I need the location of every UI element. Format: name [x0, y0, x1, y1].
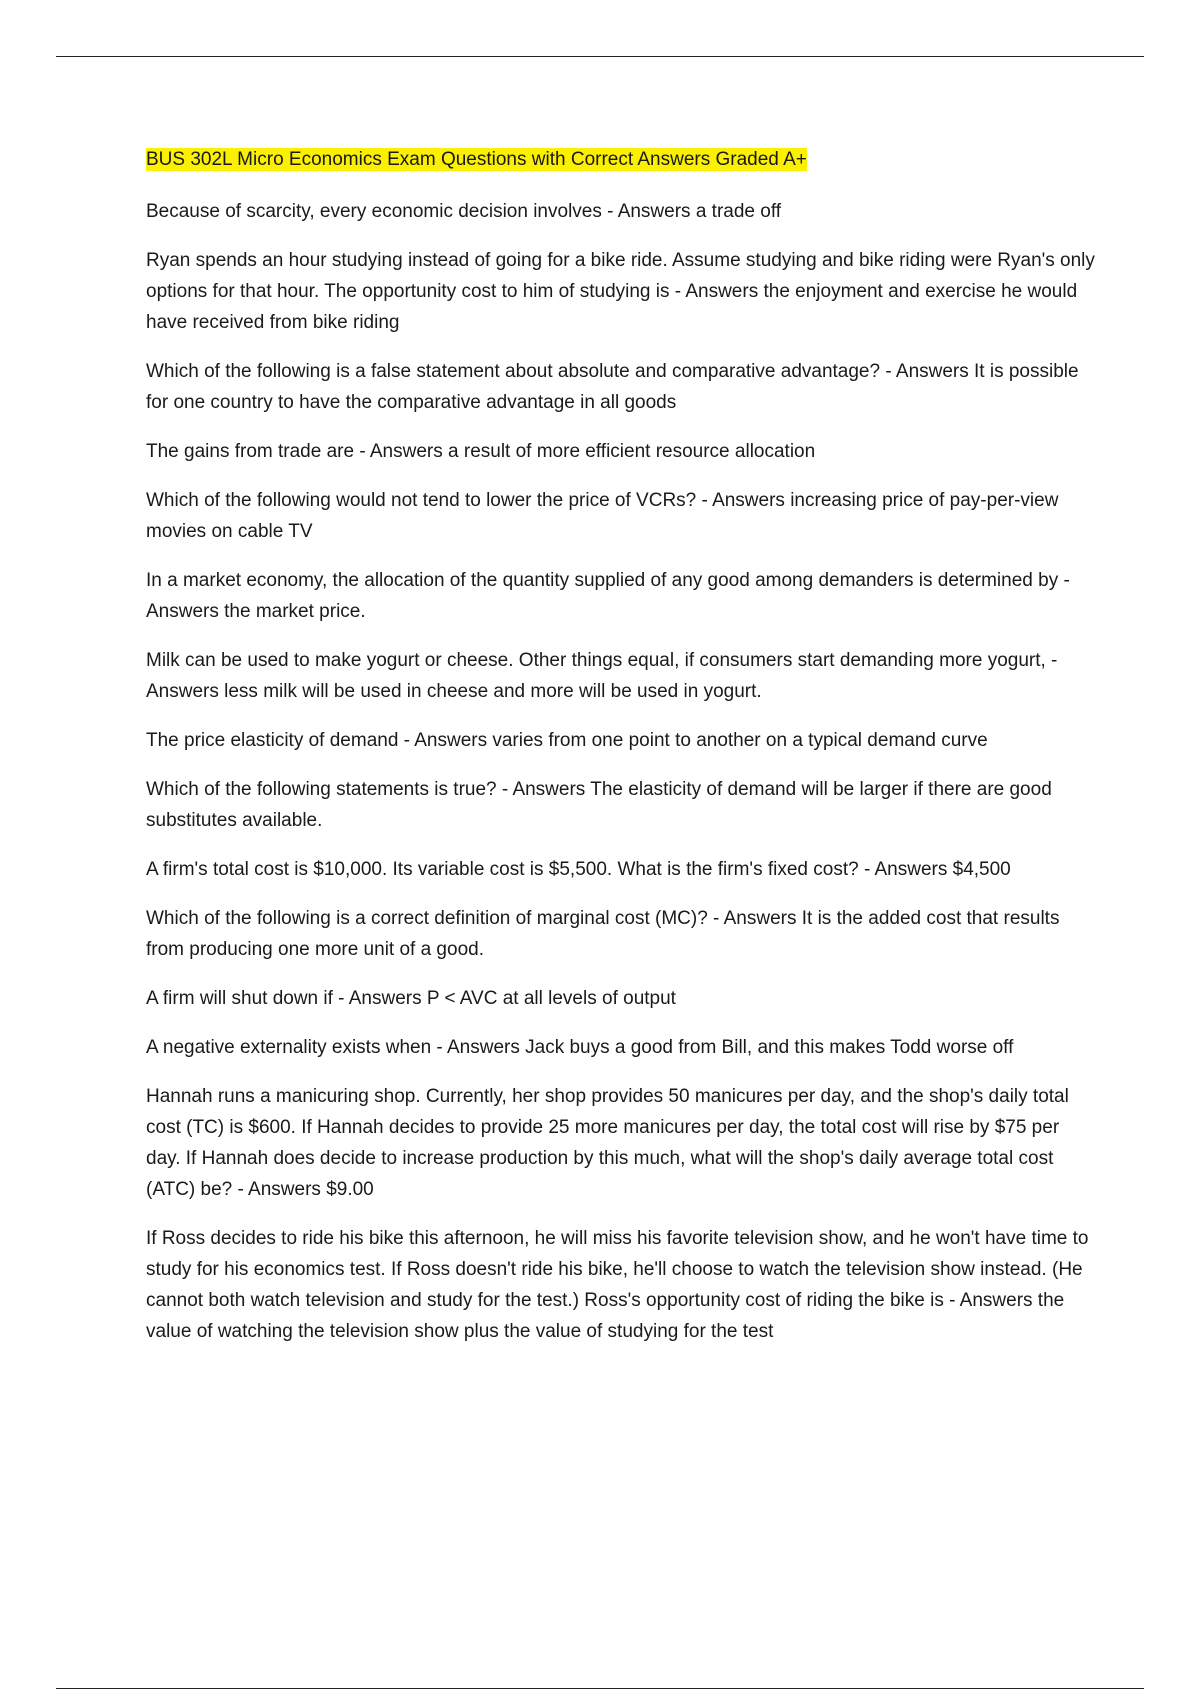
qa-item-1: Because of scarcity, every economic decision involves - Answers a trade off: [146, 201, 782, 222]
qa-item-12: A firm will shut down if - Answers P < AVC at all levels of output: [146, 988, 676, 1009]
qa-item-8: The price elasticity of demand - Answers varies from one point to another on a typical demand curve: [146, 730, 988, 751]
qa-item-10: A firm's total cost is $10,000. Its variable cost is $5,500. What is the firm's fixed cost? - Answers $4,500: [146, 859, 1011, 880]
qa-item-2: Ryan spends an hour studying instead of going for a bike ride. Assume studying and bike riding were Ryan's only options for that hour. The opportunity cost to him of studying is - Answers the enjoyment and exercise he would have received from bike riding: [146, 250, 1095, 333]
qa-item-13: A negative externality exists when - Answers Jack buys a good from Bill, and this makes Todd worse off: [146, 1037, 1014, 1058]
qa-item-15: If Ross decides to ride his bike this afternoon, he will miss his favorite television show, and he won't have time to study for his economics test. If Ross doesn't ride his bike, he'll choose to watch the television show instead. (He cannot both watch television and study for the test.) Ross's opportunity cost of riding the bike is - Answers the value of watching the television show plus the value of studying for the test: [146, 1228, 1089, 1342]
header-rule: [56, 56, 1144, 57]
qa-item-6: In a market economy, the allocation of the quantity supplied of any good among demanders is determined by - Answers the market price.: [146, 570, 1070, 622]
document-title-highlight: BUS 302L Micro Economics Exam Questions with Correct Answers Graded A+: [146, 149, 807, 170]
document-title: [146, 146, 1096, 174]
qa-item-3: Which of the following is a false statement about absolute and comparative advantage? - Answers It is possible for one country to have the comparative advantage in all goods: [146, 361, 1079, 413]
qa-item-14: Hannah runs a manicuring shop. Currently, her shop provides 50 manicures per day, and the shop's daily total cost (TC) is $600. If Hannah decides to provide 25 more manicures per day, the total cost will rise by $75 per day. If Hannah does decide to increase production by this much, what will the shop's daily average total cost (ATC) be? - Answers $9.00: [146, 1086, 1069, 1200]
qa-item-5: Which of the following would not tend to lower the price of VCRs? - Answers increasing price of pay-per-view movies on cable TV: [146, 490, 1059, 542]
document-body: [146, 146, 1096, 1365]
qa-item-4: The gains from trade are - Answers a result of more efficient resource allocation: [146, 441, 816, 462]
qa-item-9: Which of the following statements is true? - Answers The elasticity of demand will be larger if there are good substitutes available.: [146, 779, 1052, 831]
qa-item-7: Milk can be used to make yogurt or cheese. Other things equal, if consumers start demanding more yogurt, - Answers less milk will be used in cheese and more will be used in yogurt.: [146, 650, 1058, 702]
footer-rule: [56, 1688, 1144, 1689]
qa-item-11: Which of the following is a correct definition of marginal cost (MC)? - Answers It is the added cost that results from producing one more unit of a good.: [146, 908, 1060, 960]
